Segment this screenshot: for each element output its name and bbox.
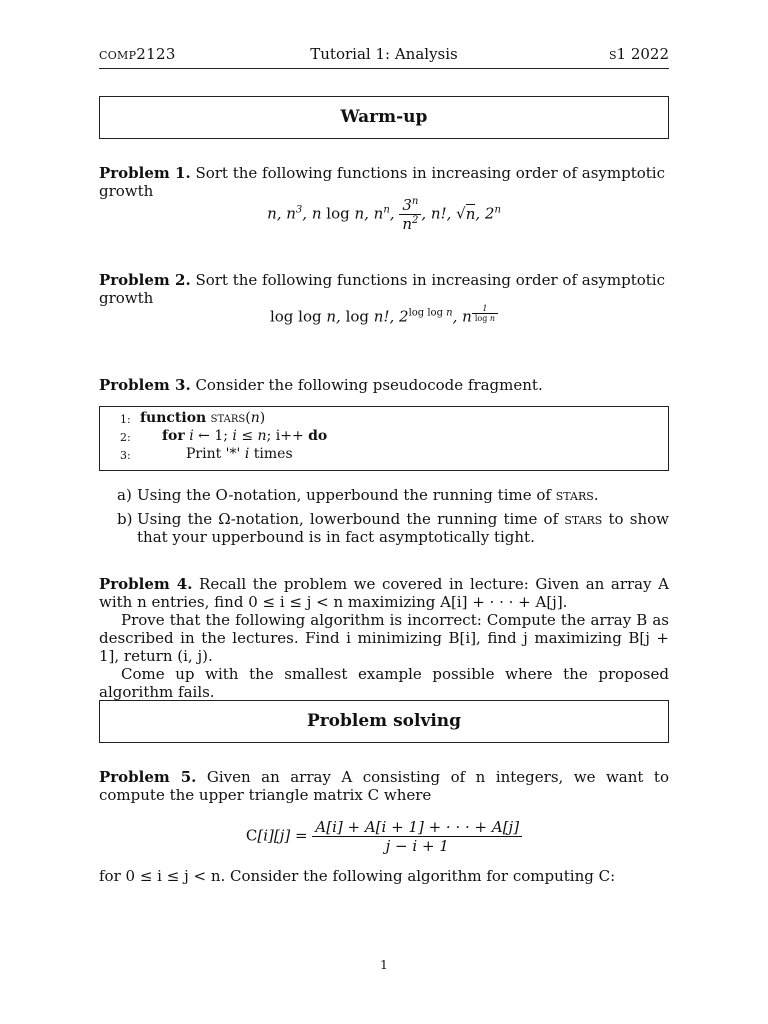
pseudocode-line-2: for i ← 1; i ≤ n; i++ do [162, 428, 328, 444]
problem-4-line-2: Prove that the following algorithm is incorrect: Compute the array B as described in the lectures. Find i minimizing B[i], find j maximizing B[j + 1], return (i, j). [99, 611, 669, 665]
problem-5-text: Given an array A consisting of n integers, we want to compute the upper triangle matrix C where [99, 768, 669, 804]
course-code: comp2123 [99, 45, 176, 63]
header-rule [99, 68, 669, 69]
running-header [99, 45, 669, 69]
problem-1-text: Sort the following functions in increasing order of asymptotic growth [99, 164, 665, 200]
pseudocode-line-1: function stars(n) [140, 410, 266, 426]
problem-1 [99, 164, 669, 200]
section-warmup: Warm-up [99, 96, 669, 139]
section-problem-solving: Problem solving [99, 700, 669, 743]
problem-4-label: Problem 4. [99, 575, 193, 593]
line-number: 1: [120, 413, 131, 426]
problem-3-label: Problem 3. [99, 376, 191, 394]
problem-2-formula: log log n, log n!, $2^{log log n}$, n $^{\frac{1}{\text{log n}}}$ [99, 304, 669, 326]
problem-3 [99, 376, 669, 394]
problem-5-formula: C[i][j] = $\frac{A[i] + A[i + 1] + \cdot \cdot \cdot + A[j]}{j - i + 1}$ [99, 818, 669, 855]
problem-1-label: Problem 1. [99, 164, 191, 182]
page-number: 1 [380, 958, 388, 972]
problem-2-text: Sort the following functions in increasing order of asymptotic growth [99, 271, 665, 307]
problem-4-line-1: Recall the problem we covered in lecture: Given an array A with n entries, find 0 ≤ i ≤ j < n maximizing A[i] + · · · + A[j]. [99, 575, 669, 611]
pseudocode-line-3: Print '*' i times [186, 446, 293, 462]
problem-1-formula: n, $n^3$, n log n, $n^n$, $\frac{3^n}{n^2}$ , n!, √n, 2$^n$ [267, 196, 501, 233]
problem-4-line-3: Come up with the smallest example possible where the proposed algorithm fails. [99, 665, 669, 701]
problem-2-label: Problem 2. [99, 271, 191, 289]
line-number: 2: [120, 431, 131, 444]
problem-2 [99, 271, 669, 307]
problem-5-after: for 0 ≤ i ≤ j < n. Consider the following algorithm for computing C: [99, 867, 616, 885]
pseudocode-box [99, 406, 669, 471]
term: s1 2022 [608, 45, 669, 63]
problem-3-text: Consider the following pseudocode fragment. [195, 376, 543, 394]
problem-5-label: Problem 5. [99, 768, 197, 786]
line-number: 3: [120, 449, 131, 462]
document-title: Tutorial 1: Analysis [310, 45, 458, 63]
document-page: comp2123 Tutorial 1: Analysis s1 2022 Warm-up Problem 1. Sort the following functions in increasing order of asymptotic growth n, $n^3$, n log n, $n^n$, $\frac{3^n}{n^2}$ , n!, √n, 2$^n$ Problem 2. Sort the following functions in increasing order of asymptotic growth log log n, log n!, $2^{log log n}$, n $^{\frac{1}{\text{log n}}}$ Problem 3. Consider the following pseudocode fragment. 1: function stars(n) 2: for i ← 1; i ≤ n; i++ do 3: Print '*' i times a) Using the O-notation, upperbound the running time of stars. b) Using the Ω-notation, lowerbound the running time of stars to show that your upperbound is in fact asymptotically tight. Problem 4. Recall the problem we covered in lecture: Given an array A with n entries, find 0 ≤ i ≤ j < n maximizing A[i] + · · · + A[j]. Prove that the following algorithm is incorrect: Compute the array B as described in the lectures. Find i minimizing B[i], find j maximizing B[j + 1], return (i, j). Come up with the smallest example possible where the proposed algorithm fails. Problem solving Problem 5. Given an array A consisting of n integers, we want to compute the upper triangle matrix C where C[i][j] = $\frac{A[i] + A[i + 1] + \cdot \cdot \cdot + A[j]}{j - i + 1}$ for 0 ≤ i ≤ j < n. Consider the following algorithm for computing C: 1 [0, 0, 768, 1024]
problem-4 [99, 575, 669, 701]
problem-5 [99, 768, 669, 804]
